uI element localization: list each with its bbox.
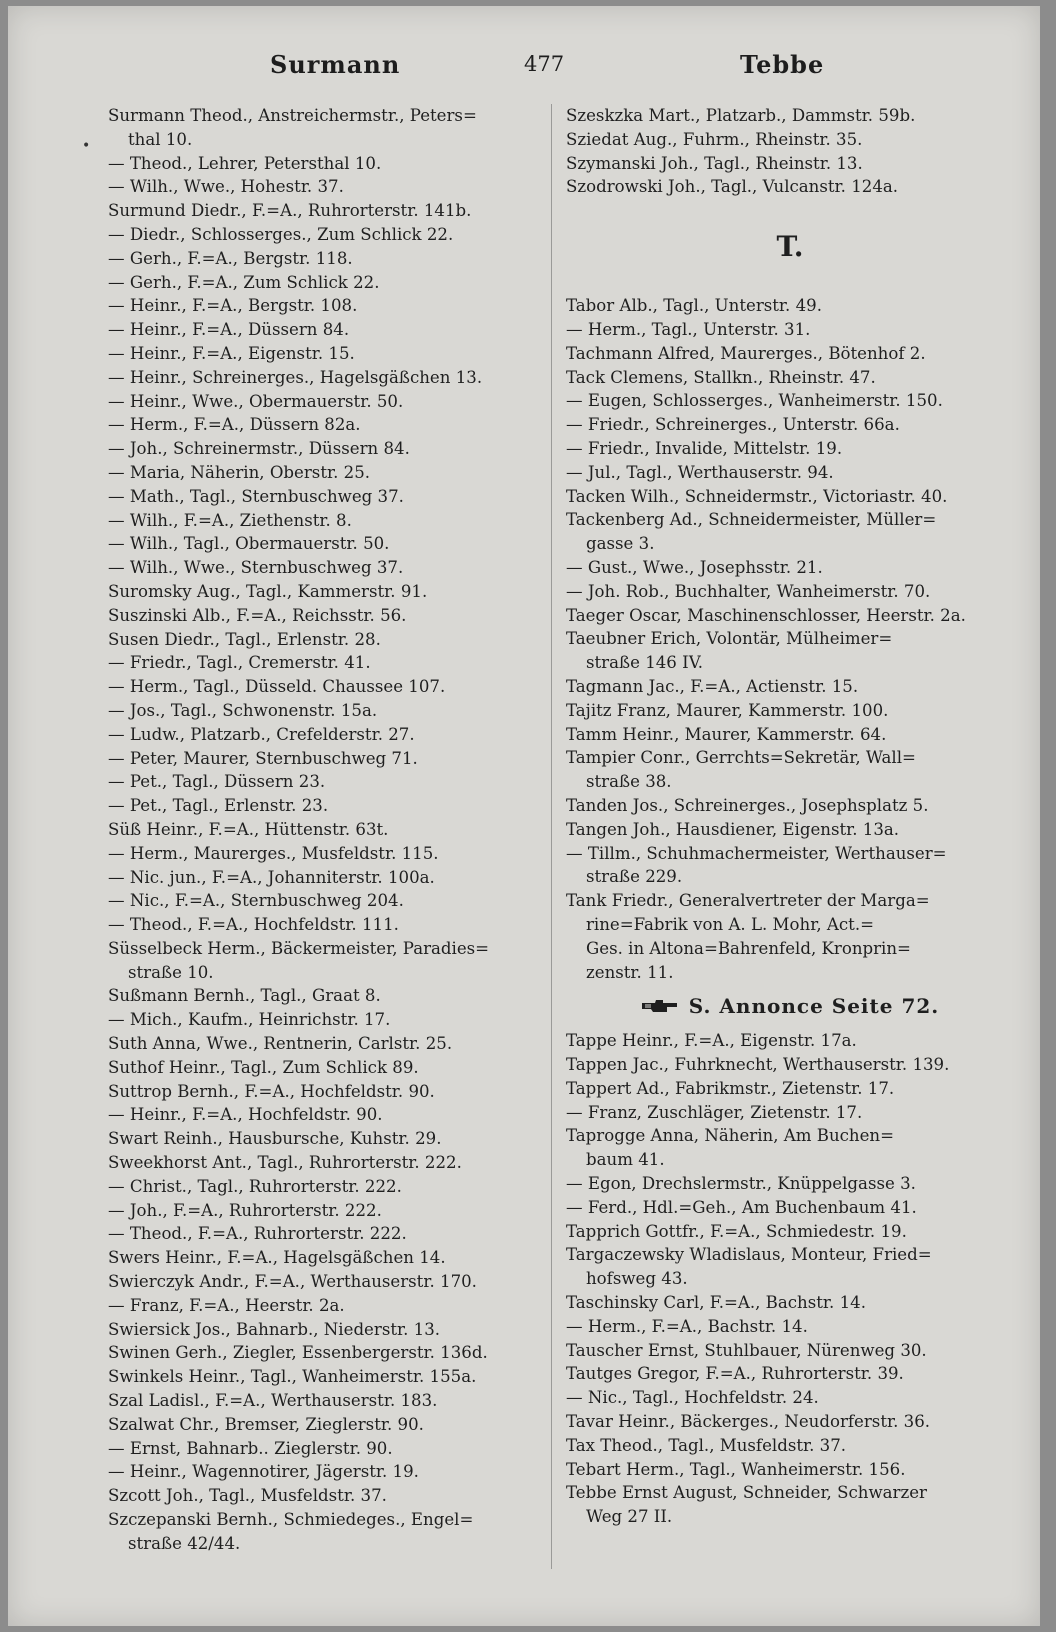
directory-entry: Swinen Gerh., Ziegler, Essenbergerstr. 136d. bbox=[108, 1343, 488, 1363]
directory-entry: — Gerh., F.=A., Zum Schlick 22. bbox=[108, 272, 380, 292]
directory-entry: Susen Diedr., Tagl., Erlenstr. 28. bbox=[108, 629, 381, 649]
directory-entry-continuation: straße 229. bbox=[586, 867, 683, 887]
directory-entry: Tacken Wilh., Schneidermstr., Victoriastr. 40. bbox=[566, 486, 948, 506]
directory-entry: Suszinski Alb., F.=A., Reichsstr. 56. bbox=[108, 605, 407, 625]
directory-entry: — Herm., Maurerges., Musfeldstr. 115. bbox=[108, 843, 439, 863]
directory-entry: — Herm., F.=A., Bachstr. 14. bbox=[566, 1316, 808, 1336]
directory-entry: Taeubner Erich, Volontär, Mülheimer= bbox=[566, 629, 893, 649]
directory-entry-continuation: straße 10. bbox=[128, 962, 214, 982]
directory-entry-continuation: Weg 27 II. bbox=[586, 1507, 673, 1527]
directory-entry: — Nic., F.=A., Sternbuschweg 204. bbox=[108, 891, 404, 911]
directory-entry: — Tillm., Schuhmachermeister, Werthauser= bbox=[566, 843, 947, 863]
directory-entry: — Heinr., F.=A., Düssern 84. bbox=[108, 320, 350, 340]
page-header bbox=[8, 50, 1040, 84]
directory-entry-continuation: Ges. in Altona=Bahrenfeld, Kronprin= bbox=[586, 938, 911, 958]
left-entry-list bbox=[108, 104, 526, 1556]
directory-entry: Szeskzka Mart., Platzarb., Dammstr. 59b. bbox=[566, 106, 916, 125]
directory-entry: — Friedr., Schreinerges., Unterstr. 66a. bbox=[566, 415, 900, 435]
directory-entry: Tamm Heinr., Maurer, Kammerstr. 64. bbox=[566, 724, 887, 744]
directory-entry: Tautges Gregor, F.=A., Ruhrorterstr. 39. bbox=[566, 1364, 904, 1384]
directory-entry: — Franz, Zuschläger, Zietenstr. 17. bbox=[566, 1102, 863, 1122]
directory-entry: Szalwat Chr., Bremser, Zieglerstr. 90. bbox=[108, 1414, 424, 1434]
directory-entry: Tappen Jac., Fuhrknecht, Werthauserstr. 139. bbox=[566, 1055, 950, 1075]
directory-entry: — Wilh., Wwe., Sternbuschweg 37. bbox=[108, 558, 404, 578]
directory-entry: Tangen Joh., Hausdiener, Eigenstr. 13a. bbox=[566, 819, 900, 839]
directory-entry: — Jos., Tagl., Schwonenstr. 15a. bbox=[108, 700, 378, 720]
directory-entry: — Friedr., Invalide, Mittelstr. 19. bbox=[566, 438, 843, 458]
directory-entry: — Joh., F.=A., Ruhrorterstr. 222. bbox=[108, 1200, 382, 1220]
directory-entry: — Jul., Tagl., Werthauserstr. 94. bbox=[566, 462, 834, 482]
directory-entry: Tajitz Franz, Maurer, Kammerstr. 100. bbox=[566, 700, 889, 720]
right-bottom-entry-list bbox=[566, 1029, 1014, 1529]
directory-entry: Swers Heinr., F.=A., Hagelsgäßchen 14. bbox=[108, 1248, 446, 1268]
directory-entry: Taeger Oscar, Maschinenschlosser, Heerstr. 2a. bbox=[566, 605, 966, 625]
directory-entry: Swart Reinh., Hausbursche, Kuhstr. 29. bbox=[108, 1129, 442, 1149]
directory-entry: Suth Anna, Wwe., Rentnerin, Carlstr. 25. bbox=[108, 1034, 453, 1054]
section-letter: T. bbox=[776, 230, 804, 264]
directory-entry: — Heinr., F.=A., Eigenstr. 15. bbox=[108, 343, 355, 363]
directory-entry-continuation: rine=Fabrik von A. L. Mohr, Act.= bbox=[586, 914, 874, 934]
directory-entry: — Herm., Tagl., Düsseld. Chaussee 107. bbox=[108, 677, 446, 697]
directory-entry: — Eugen, Schlosserges., Wanheimerstr. 150. bbox=[566, 391, 943, 411]
right-mid-entry-list bbox=[566, 294, 1014, 984]
margin-dot: • bbox=[82, 138, 91, 154]
annonce-text: S. Annonce Seite 72. bbox=[688, 994, 940, 1019]
directory-entry-continuation: straße 146 IV. bbox=[586, 653, 704, 673]
directory-entry: Suthof Heinr., Tagl., Zum Schlick 89. bbox=[108, 1057, 419, 1077]
directory-entry: Süsselbeck Herm., Bäckermeister, Paradies= bbox=[108, 938, 490, 958]
directory-entry: Suttrop Bernh., F.=A., Hochfeldstr. 90. bbox=[108, 1081, 435, 1101]
directory-entry: — Egon, Drechslermstr., Knüppelgasse 3. bbox=[566, 1174, 916, 1194]
directory-entry: — Heinr., F.=A., Bergstr. 108. bbox=[108, 296, 358, 316]
directory-entry: Szodrowski Joh., Tagl., Vulcanstr. 124a. bbox=[566, 177, 899, 197]
directory-entry: — Ernst, Bahnarb.. Zieglerstr. 90. bbox=[108, 1438, 393, 1458]
directory-entry: Szal Ladisl., F.=A., Werthauserstr. 183. bbox=[108, 1391, 438, 1411]
directory-entry: Surmann Theod., Anstreichermstr., Peters= bbox=[108, 106, 477, 125]
directory-entry: — Maria, Näherin, Oberstr. 25. bbox=[108, 462, 371, 482]
directory-entry: — Gust., Wwe., Josephsstr. 21. bbox=[566, 557, 823, 577]
directory-entry: — Theod., F.=A., Ruhrorterstr. 222. bbox=[108, 1224, 407, 1244]
directory-entry: — Heinr., Schreinerges., Hagelsgäßchen 13. bbox=[108, 367, 483, 387]
directory-entry: Szymanski Joh., Tagl., Rheinstr. 13. bbox=[566, 153, 863, 173]
directory-entry: Tax Theod., Tagl., Musfeldstr. 37. bbox=[566, 1435, 847, 1455]
directory-entry: — Nic. jun., F.=A., Johanniterstr. 100a. bbox=[108, 867, 435, 887]
directory-entry: — Franz, F.=A., Heerstr. 2a. bbox=[108, 1295, 345, 1315]
directory-entry: — Gerh., F.=A., Bergstr. 118. bbox=[108, 248, 353, 268]
right-top-entry-list bbox=[566, 104, 1014, 199]
directory-entry: — Peter, Maurer, Sternbuschweg 71. bbox=[108, 748, 418, 768]
directory-entry: Taschinsky Carl, F.=A., Bachstr. 14. bbox=[566, 1293, 866, 1313]
left-column bbox=[108, 104, 526, 1556]
page-number: 477 bbox=[524, 52, 565, 76]
directory-entry: Szczepanski Bernh., Schmiedeges., Engel= bbox=[108, 1510, 474, 1530]
directory-entry: — Pet., Tagl., Erlenstr. 23. bbox=[108, 796, 329, 816]
directory-entry: Tack Clemens, Stallkn., Rheinstr. 47. bbox=[566, 367, 876, 387]
directory-entry: — Math., Tagl., Sternbuschweg 37. bbox=[108, 486, 404, 506]
directory-entry: — Herm., Tagl., Unterstr. 31. bbox=[566, 319, 811, 339]
directory-entry: Tebart Herm., Tagl., Wanheimerstr. 156. bbox=[566, 1459, 906, 1479]
header-left-name: Surmann bbox=[270, 50, 401, 79]
directory-entry: Tank Friedr., Generalvertreter der Marga= bbox=[566, 891, 930, 911]
directory-entry: Tappert Ad., Fabrikmstr., Zietenstr. 17. bbox=[566, 1078, 895, 1098]
directory-entry: Tebbe Ernst August, Schneider, Schwarzer bbox=[566, 1483, 927, 1503]
directory-entry: Targaczewsky Wladislaus, Monteur, Fried= bbox=[566, 1245, 932, 1265]
annonce-line bbox=[566, 984, 1014, 1029]
directory-entry-continuation: zenstr. 11. bbox=[586, 962, 674, 982]
directory-entry: — Heinr., Wagennotirer, Jägerstr. 19. bbox=[108, 1462, 419, 1482]
directory-entry: Tanden Jos., Schreinerges., Josephsplatz 5. bbox=[566, 795, 929, 815]
directory-entry: Tagmann Jac., F.=A., Actienstr. 15. bbox=[566, 676, 859, 696]
directory-entry: — Herm., F.=A., Düssern 82a. bbox=[108, 415, 361, 435]
directory-entry: — Ludw., Platzarb., Crefelderstr. 27. bbox=[108, 724, 415, 744]
directory-entry-continuation: baum 41. bbox=[586, 1150, 665, 1170]
directory-entry: — Theod., F.=A., Hochfeldstr. 111. bbox=[108, 915, 399, 935]
directory-entry: — Heinr., Wwe., Obermauerstr. 50. bbox=[108, 391, 404, 411]
pointing-hand-icon bbox=[641, 985, 679, 1030]
directory-entry: Sweekhorst Ant., Tagl., Ruhrorterstr. 222. bbox=[108, 1153, 462, 1173]
directory-entry: Tampier Conr., Gerrchts=Sekretär, Wall= bbox=[566, 748, 916, 768]
directory-entry: — Pet., Tagl., Düssern 23. bbox=[108, 772, 326, 792]
directory-entry: — Wilh., F.=A., Ziethenstr. 8. bbox=[108, 510, 352, 530]
directory-entry: Tapprich Gottfr., F.=A., Schmiedestr. 19. bbox=[566, 1221, 907, 1241]
directory-entry: Tappe Heinr., F.=A., Eigenstr. 17a. bbox=[566, 1031, 857, 1051]
directory-entry: — Friedr., Tagl., Cremerstr. 41. bbox=[108, 653, 371, 673]
directory-entry-continuation: straße 38. bbox=[586, 772, 672, 792]
directory-entry: Swinkels Heinr., Tagl., Wanheimerstr. 155a. bbox=[108, 1367, 477, 1387]
directory-entry-continuation: straße 42/44. bbox=[128, 1533, 241, 1553]
directory-entry: — Diedr., Schlosserges., Zum Schlick 22. bbox=[108, 224, 454, 244]
directory-entry: — Mich., Kaufm., Heinrichstr. 17. bbox=[108, 1010, 391, 1030]
directory-entry: Swiersick Jos., Bahnarb., Niederstr. 13. bbox=[108, 1319, 441, 1339]
directory-entry: Sziedat Aug., Fuhrm., Rheinstr. 35. bbox=[566, 129, 863, 149]
directory-entry: Tachmann Alfred, Maurerges., Bötenhof 2. bbox=[566, 343, 926, 363]
directory-entry-continuation: gasse 3. bbox=[586, 534, 655, 554]
directory-entry-continuation: thal 10. bbox=[128, 129, 193, 149]
directory-entry: — Wilh., Wwe., Hohestr. 37. bbox=[108, 177, 344, 197]
header-right-name: Tebbe bbox=[740, 50, 825, 79]
directory-entry: Szcott Joh., Tagl., Musfeldstr. 37. bbox=[108, 1486, 387, 1506]
directory-entry: Tauscher Ernst, Stuhlbauer, Nürenweg 30. bbox=[566, 1340, 927, 1360]
right-column bbox=[566, 104, 1014, 1529]
directory-entry: Surmund Diedr., F.=A., Ruhrorterstr. 141b. bbox=[108, 201, 472, 221]
directory-entry: — Christ., Tagl., Ruhrorterstr. 222. bbox=[108, 1176, 402, 1196]
directory-entry: Suromsky Aug., Tagl., Kammerstr. 91. bbox=[108, 581, 428, 601]
directory-entry: — Heinr., F.=A., Hochfeldstr. 90. bbox=[108, 1105, 383, 1125]
directory-entry: — Ferd., Hdl.=Geh., Am Buchenbaum 41. bbox=[566, 1197, 917, 1217]
directory-entry: Taprogge Anna, Näherin, Am Buchen= bbox=[566, 1126, 895, 1146]
directory-entry: Tabor Alb., Tagl., Unterstr. 49. bbox=[566, 296, 822, 316]
directory-page bbox=[8, 6, 1040, 1626]
directory-entry-continuation: hofsweg 43. bbox=[586, 1269, 688, 1289]
directory-entry: Tackenberg Ad., Schneidermeister, Müller= bbox=[566, 510, 937, 530]
directory-entry: — Joh., Schreinermstr., Düssern 84. bbox=[108, 439, 410, 459]
directory-entry: — Nic., Tagl., Hochfeldstr. 24. bbox=[566, 1388, 819, 1408]
directory-entry: — Joh. Rob., Buchhalter, Wanheimerstr. 70. bbox=[566, 581, 931, 601]
directory-entry: — Theod., Lehrer, Petersthal 10. bbox=[108, 153, 382, 173]
directory-entry: Süß Heinr., F.=A., Hüttenstr. 63t. bbox=[108, 819, 389, 839]
directory-entry: — Wilh., Tagl., Obermauerstr. 50. bbox=[108, 534, 390, 554]
directory-entry: Tavar Heinr., Bäckerges., Neudorferstr. 36. bbox=[566, 1412, 931, 1432]
column-divider bbox=[551, 104, 552, 1569]
directory-entry: Sußmann Bernh., Tagl., Graat 8. bbox=[108, 986, 381, 1006]
directory-entry: Swierczyk Andr., F.=A., Werthauserstr. 170. bbox=[108, 1272, 477, 1292]
